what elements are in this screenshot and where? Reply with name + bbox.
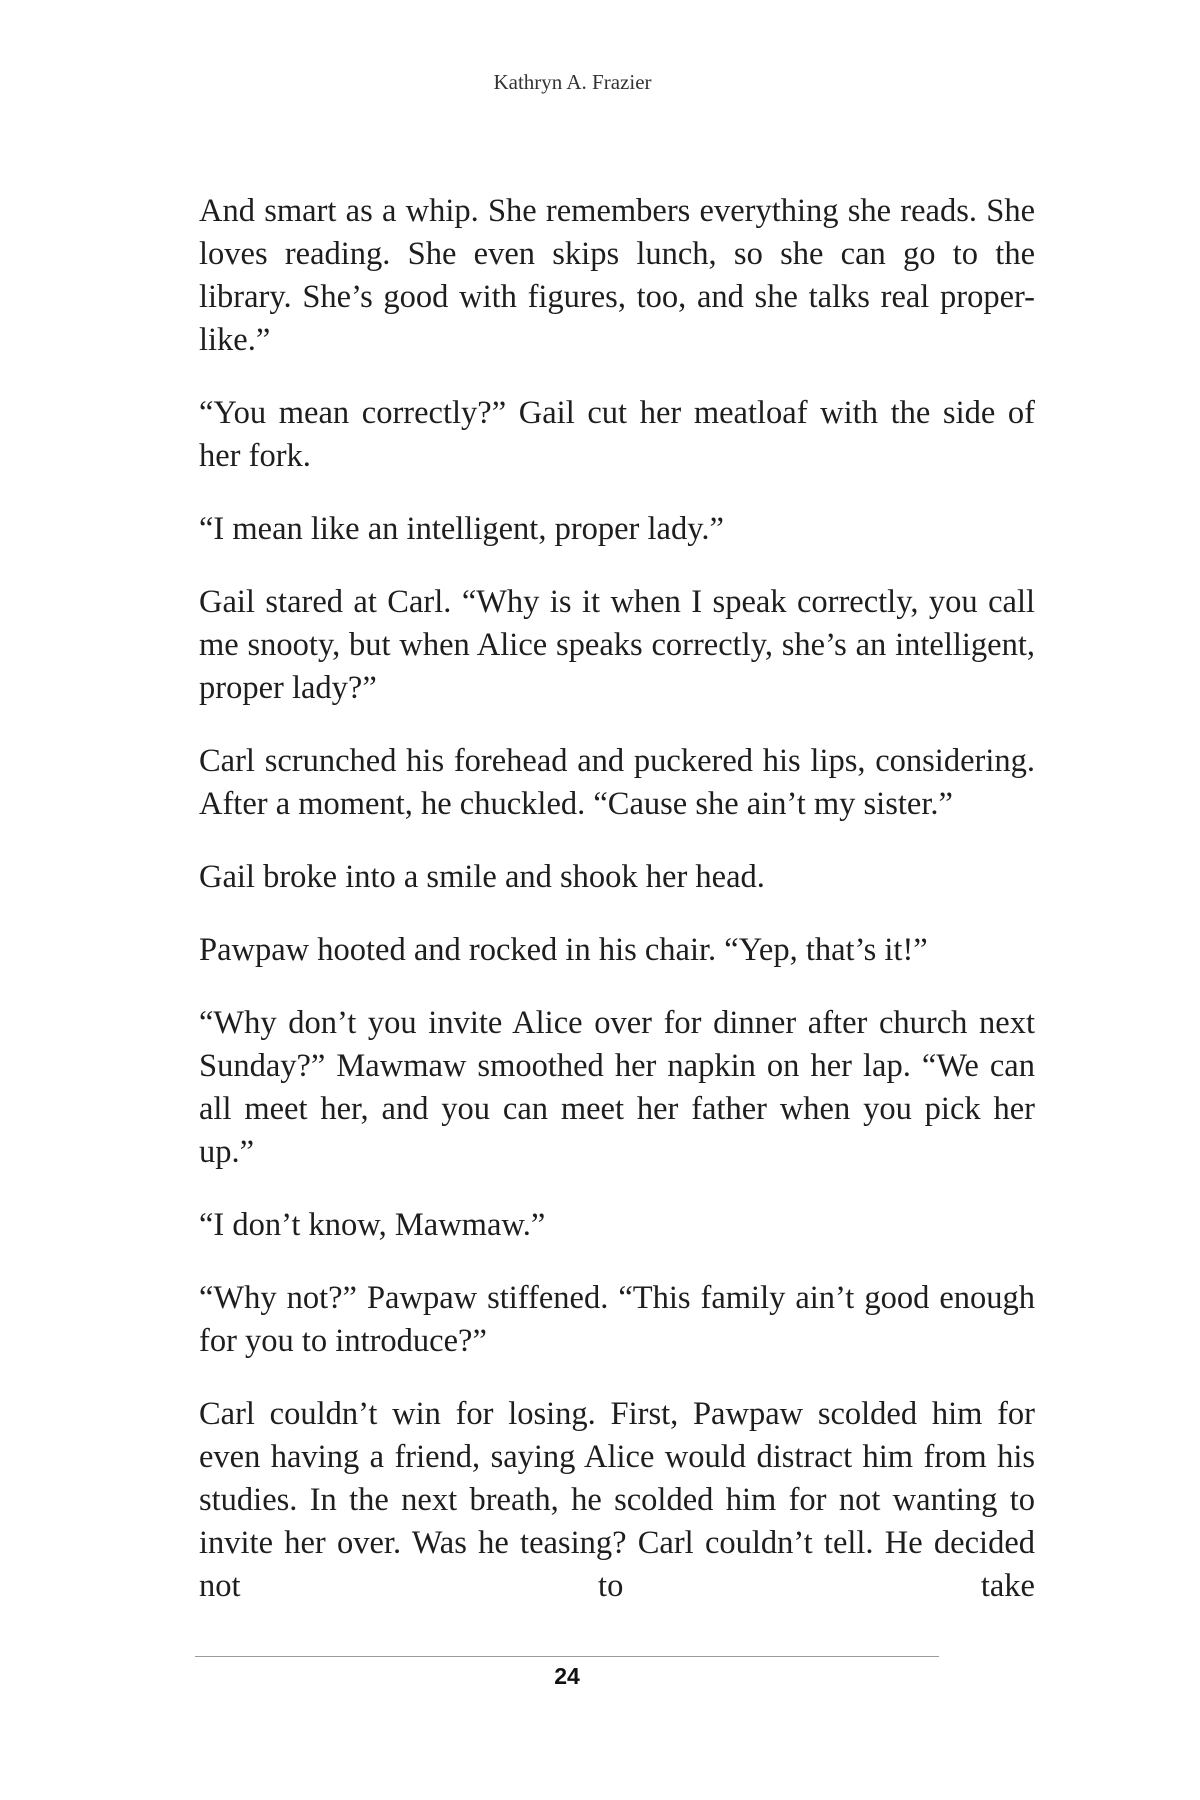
paragraph: “Why don’t you invite Alice over for dinner after church next Sunday?” Mawmaw smoothed her napkin on her lap. “We can all meet her, and you can meet her father when you pick her up.” (199, 1005, 1035, 1170)
paragraph: “You mean correctly?” Gail cut her meatloaf with the side of her fork. (199, 395, 1035, 474)
paragraph: “I mean like an intelligent, proper lady.” (199, 511, 724, 547)
paragraph: Gail stared at Carl. “Why is it when I speak correctly, you call me snooty, but when Alice speaks correctly, she’s an intelligent, proper lady?” (199, 584, 1035, 706)
body-text (199, 190, 1035, 1638)
paragraph: Carl couldn’t win for losing. First, Pawpaw scolded him for even having a friend, saying Alice would distract him from his studies. In the next breath, he scolded him for not wanting to invite her over. Was he teasing? Carl couldn’t tell. He decided not to take (199, 1396, 1035, 1604)
paragraph: Carl scrunched his forehead and puckered his lips, considering. After a moment, he chuckled. “Cause she ain’t my sister.” (199, 743, 1035, 822)
paragraph: “Why not?” Pawpaw stiffened. “This family ain’t good enough for you to introduce?” (199, 1280, 1035, 1359)
page-number: 24 (554, 1663, 580, 1689)
paragraph: Pawpaw hooted and rocked in his chair. “Yep, that’s it!” (199, 932, 928, 968)
footer-divider (195, 1656, 939, 1657)
paragraph: Gail broke into a smile and shook her head. (199, 859, 765, 895)
paragraph: And smart as a whip. She remembers everything she reads. She loves reading. She even skips lunch, so she can go to the library. She’s good with figures, too, and she talks real proper-like.” (199, 193, 1035, 358)
running-header-author: Kathryn A. Frazier (493, 70, 652, 94)
paragraph: “I don’t know, Mawmaw.” (199, 1207, 546, 1243)
